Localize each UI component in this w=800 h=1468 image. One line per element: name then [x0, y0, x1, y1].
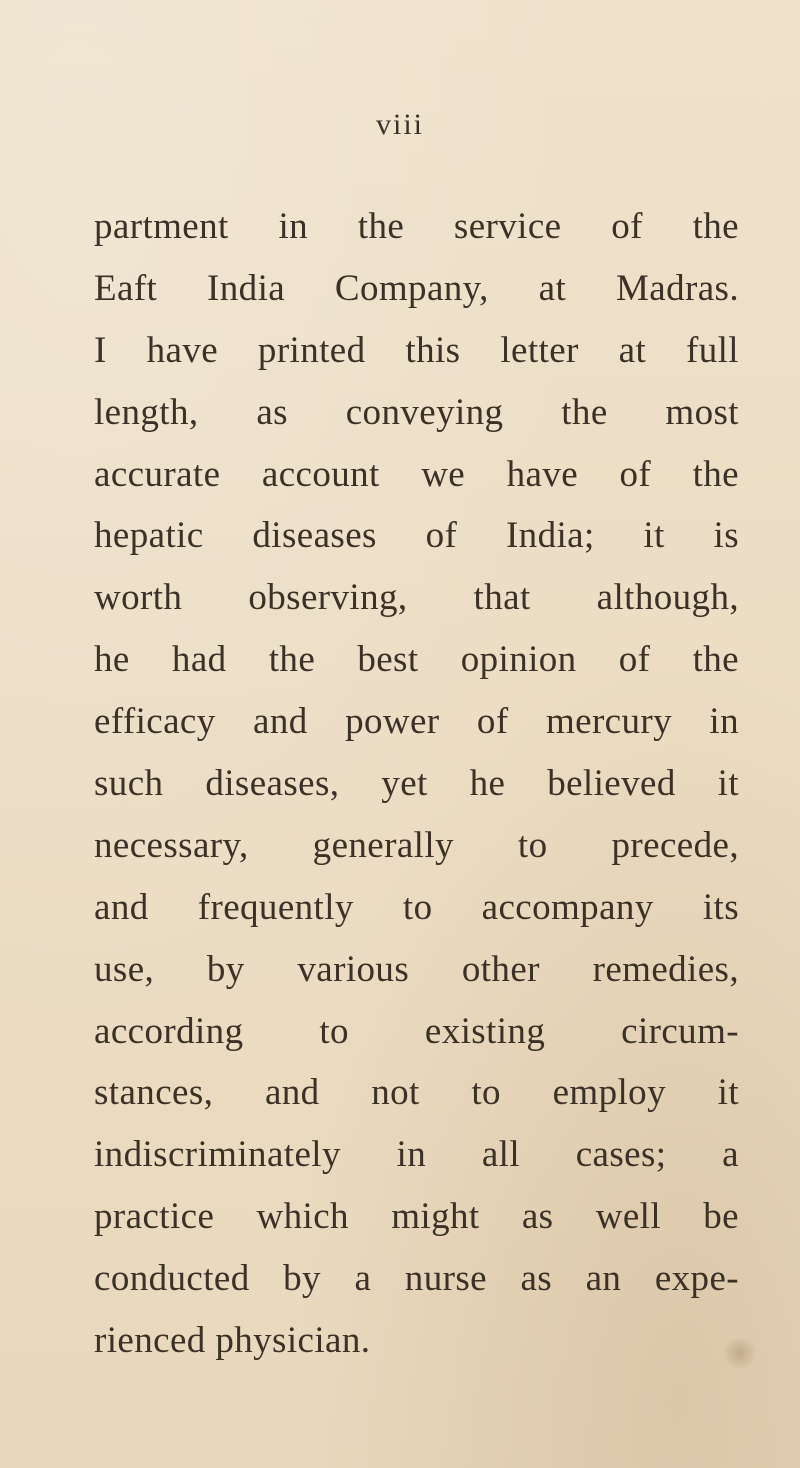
- text-line: indiscriminately in all cases; a: [94, 1134, 739, 1176]
- text-line: practice which might as well be: [94, 1196, 739, 1238]
- text-line: according to existing circum-: [94, 1010, 739, 1052]
- text-line: stances, and not to employ it: [94, 1072, 739, 1114]
- text-line: such diseases, yet he believed it: [94, 763, 739, 805]
- text-line: necessary, generally to precede,: [94, 824, 739, 866]
- text-line: accurate account we have of the: [94, 453, 739, 495]
- text-line: and frequently to accompany its: [94, 886, 739, 928]
- text-line: conducted by a nurse as an expe-: [94, 1258, 739, 1300]
- text-line: he had the best opinion of the: [94, 639, 739, 681]
- text-line: Eaft India Company, at Madras.: [94, 267, 739, 309]
- body-text: [94, 196, 739, 1372]
- text-line: efficacy and power of mercury in: [94, 701, 739, 743]
- text-line: length, as conveying the most: [94, 391, 739, 433]
- text-line: use, by various other remedies,: [94, 948, 739, 990]
- text-line: hepatic diseases of India; it is: [94, 515, 739, 557]
- text-line: partment in the service of the: [94, 206, 739, 247]
- text-line: I have printed this letter at full: [94, 329, 739, 371]
- paper-stain: [720, 1338, 760, 1368]
- text-line: rienced physician.: [94, 1320, 371, 1362]
- page-number: viii: [375, 108, 424, 141]
- text-line: worth observing, that although,: [94, 577, 739, 619]
